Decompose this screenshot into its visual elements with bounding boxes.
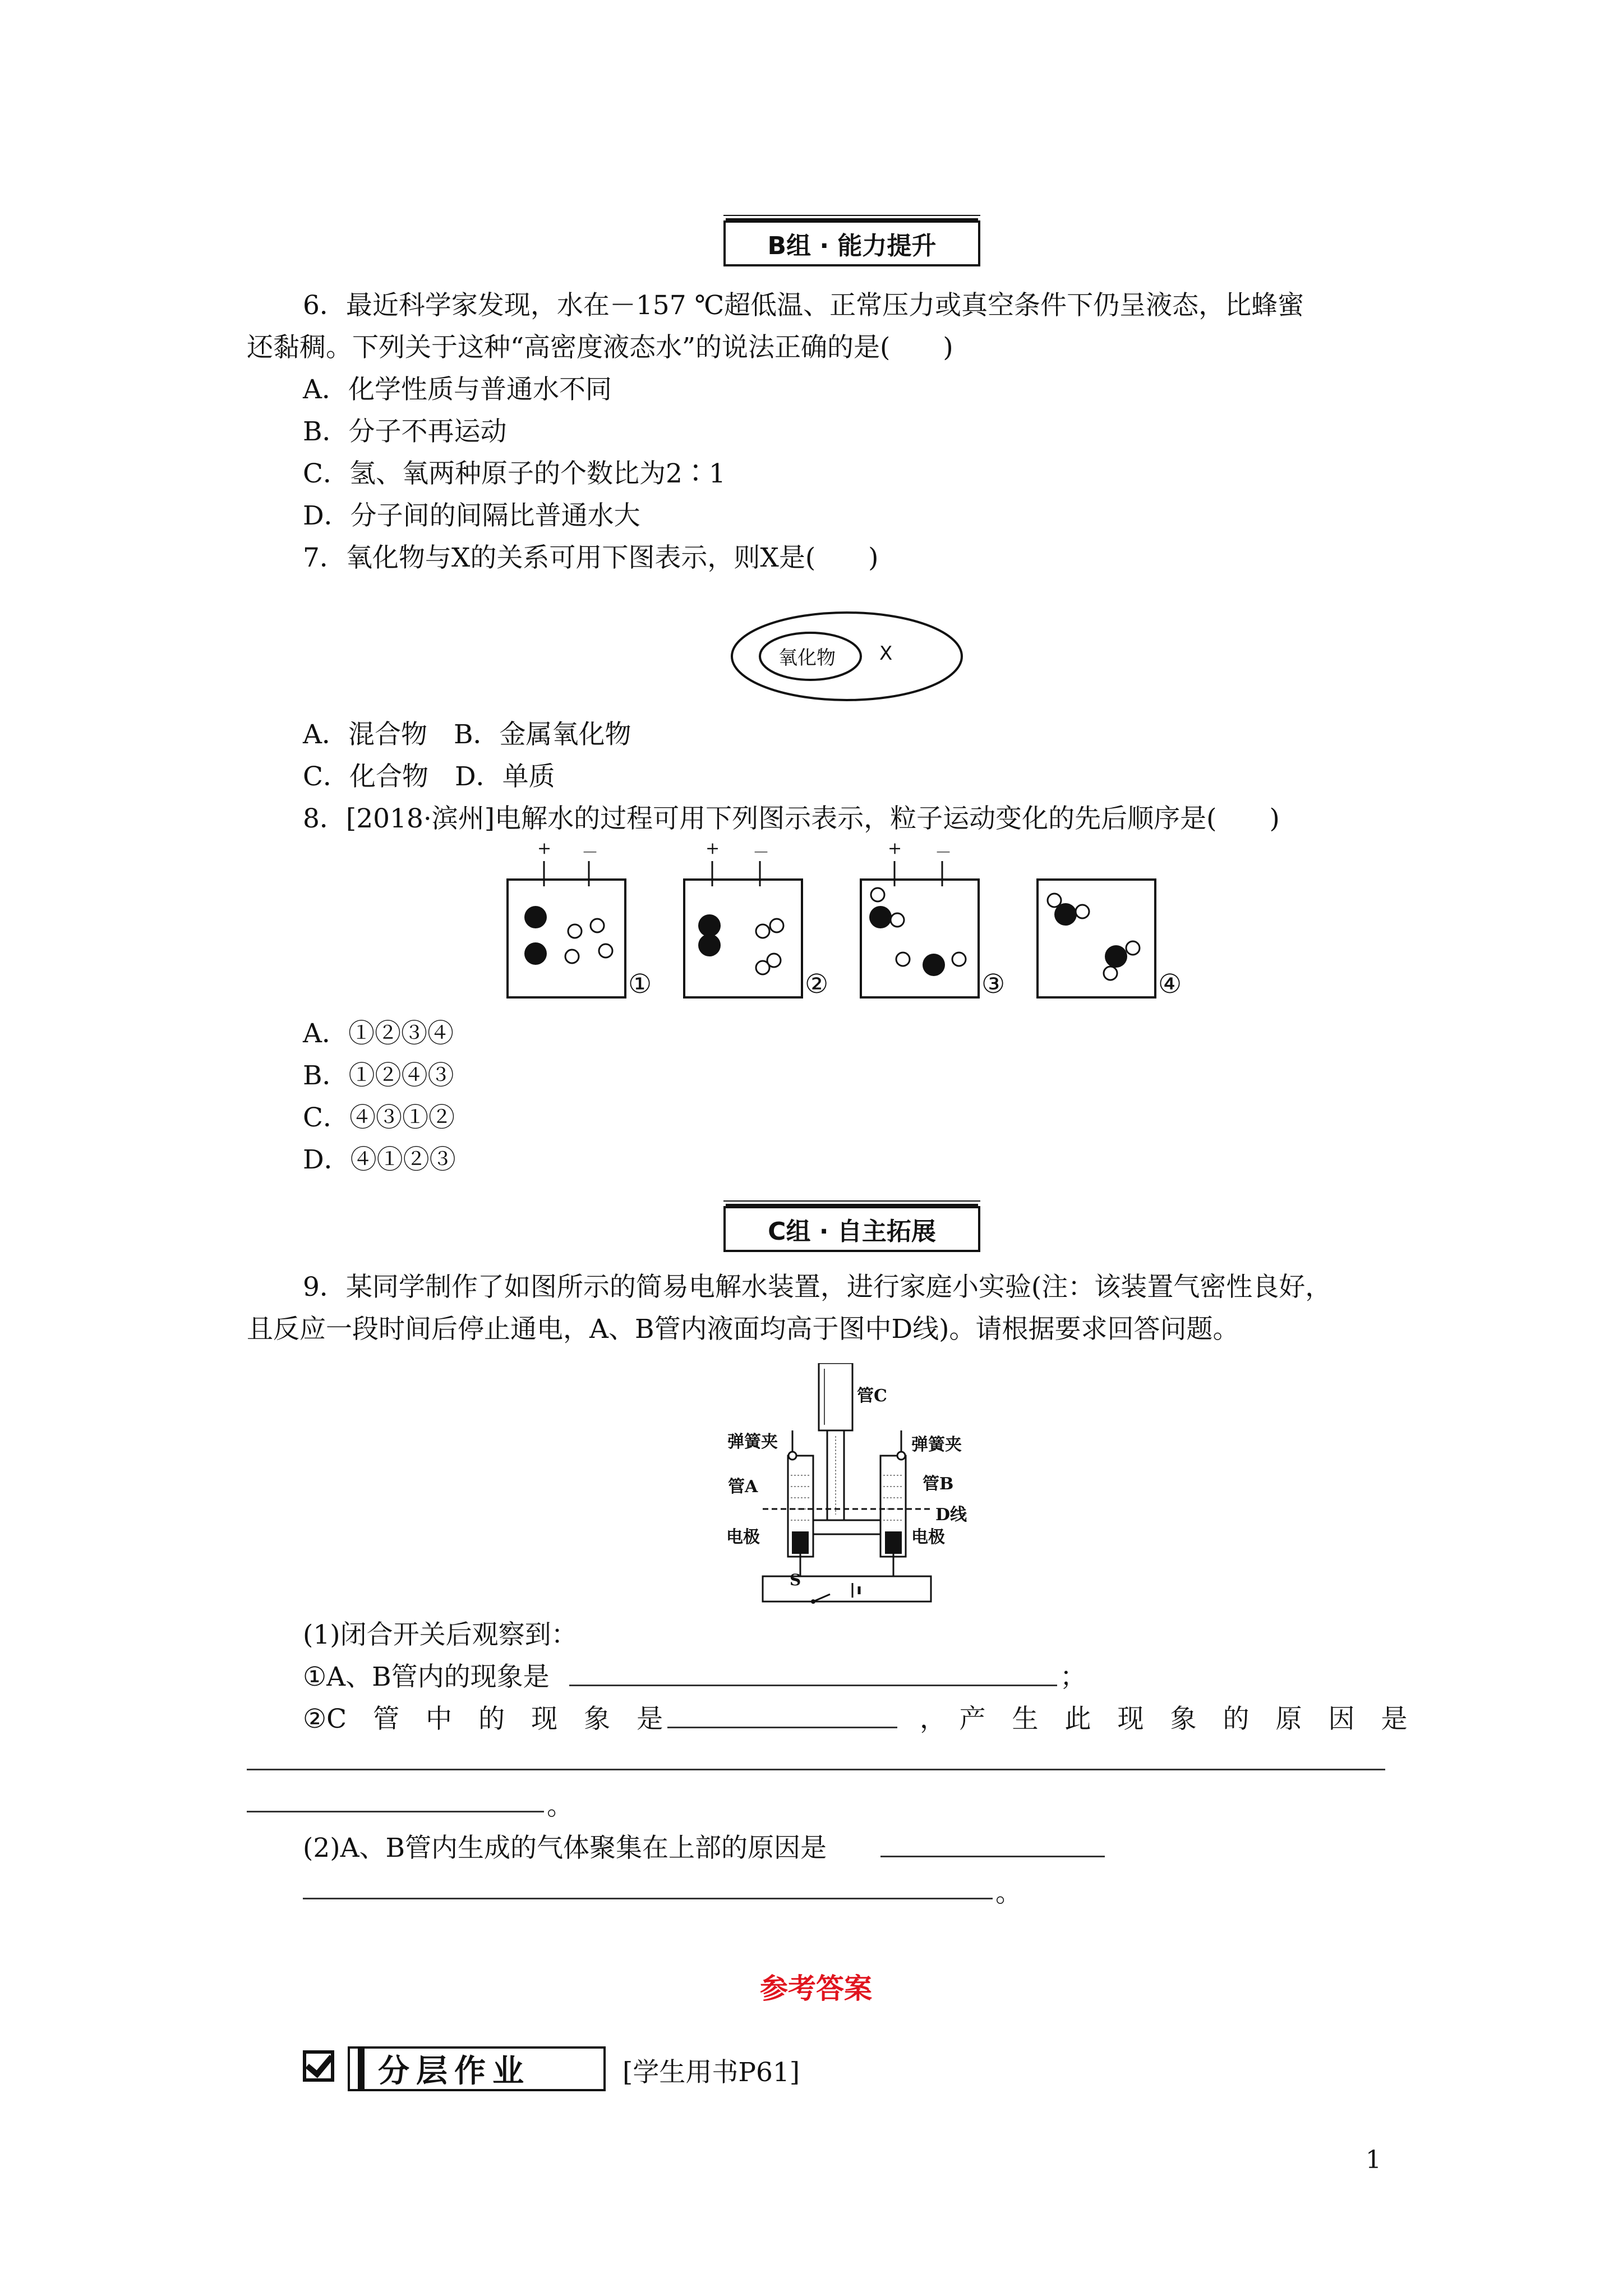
q9-part1b-end: 。 bbox=[547, 1791, 573, 1821]
section-b-title: B组 · 能力提升 bbox=[767, 232, 937, 260]
q9-part1a-end: ； bbox=[1060, 1662, 1086, 1692]
q6-line2: 还黏稠。下列关于这种“高密度液态水”的说法正确的是( ) bbox=[247, 332, 953, 363]
section-c-header bbox=[723, 1206, 980, 1252]
q9-label-electrode-right: 电极 bbox=[911, 1527, 945, 1547]
q9-label-clip-right: 弹簧夹 bbox=[911, 1435, 962, 1455]
q9-label-switch: S bbox=[790, 1571, 801, 1589]
q6-option-d: D．分子间的间隔比普通水大 bbox=[303, 500, 640, 531]
q6-line1: 6．最近科学家发现，水在－157 ℃超低温、正常压力或真空条件下仍呈液态，比蜂蜜 bbox=[303, 290, 1304, 321]
q8-panel-4 bbox=[1035, 841, 1158, 1001]
q9-label-clip-left: 弹簧夹 bbox=[727, 1432, 778, 1452]
q9-part2-blank2[interactable] bbox=[303, 1896, 993, 1899]
q9-label-tube-a: 管A bbox=[728, 1477, 758, 1497]
q7-stem: 7．氧化物与X的关系可用下图表示，则X是( ) bbox=[303, 542, 879, 573]
q9-part1b-blank1[interactable] bbox=[667, 1725, 897, 1728]
q6-option-b: B．分子不再运动 bbox=[303, 416, 507, 447]
q8-panel-3 bbox=[858, 841, 981, 1001]
q9-label-tube-b: 管B bbox=[923, 1474, 954, 1494]
q8-panel-1 bbox=[505, 841, 628, 1001]
q7-outer-ellipse bbox=[732, 613, 962, 700]
q8-panel-1-label: ① bbox=[628, 969, 652, 1000]
q8-stem: 8．[2018·滨州]电解水的过程可用下列图示表示，粒子运动变化的先后顺序是( ) bbox=[303, 803, 1280, 834]
q7-inner-label: 氧化物 bbox=[778, 647, 836, 669]
page-number: 1 bbox=[1366, 2146, 1381, 2174]
homework-label-bar bbox=[358, 2046, 365, 2091]
answer-reference: [学生用书P61] bbox=[623, 2057, 800, 2088]
q9-part2: (2)A、B管内生成的气体聚集在上部的原因是 bbox=[303, 1833, 827, 1864]
q7-options-line1: A．混合物 B．金属氧化物 bbox=[303, 719, 631, 750]
answer-title: 参考答案 bbox=[760, 1972, 872, 2005]
q6-option-c: C．氢、氧两种原子的个数比为2∶1 bbox=[303, 458, 726, 489]
q8-panel-2 bbox=[681, 841, 805, 1001]
q9-part1b-blank3[interactable] bbox=[247, 1809, 544, 1812]
q8-panel-3-label: ③ bbox=[981, 969, 1006, 1000]
q6-option-a: A．化学性质与普通水不同 bbox=[303, 374, 612, 405]
q9-part2-end: 。 bbox=[995, 1878, 1022, 1908]
q9-part1b-start: ②C 管 中 的 现 象 是 bbox=[303, 1704, 663, 1734]
q8-panel-3-plus: + bbox=[888, 839, 902, 858]
q8-option-d: D．④①②③ bbox=[303, 1144, 456, 1175]
checkbox-icon bbox=[303, 2050, 334, 2082]
section-c-title: C组 · 自主拓展 bbox=[768, 1217, 936, 1246]
q9-part1b-mid: ， 产 生 此 现 象 的 原 因 是 bbox=[920, 1704, 1408, 1734]
q9-label-tube-c: 管C bbox=[857, 1386, 887, 1406]
q9-label-electrode-left: 电极 bbox=[726, 1527, 760, 1547]
q9-part1: (1)闭合开关后观察到： bbox=[303, 1619, 578, 1650]
q8-option-a: A．①②③④ bbox=[303, 1018, 454, 1049]
q8-panel-3-minus: － bbox=[935, 843, 952, 863]
q8-panel-2-label: ② bbox=[805, 969, 829, 1000]
homework-label: 分层作业 bbox=[378, 2053, 531, 2090]
q9-part1a: ①A、B管内的现象是 bbox=[303, 1662, 550, 1692]
section-b-header bbox=[723, 220, 980, 266]
q9-line1: 9．某同学制作了如图所示的简易电解水装置，进行家庭小实验(注：该装置气密性良好， bbox=[303, 1272, 1332, 1303]
q8-panel-4-label: ④ bbox=[1158, 969, 1182, 1000]
q7-options-line2: C．化合物 D．单质 bbox=[303, 761, 555, 792]
homework-label-box bbox=[348, 2046, 606, 2091]
q7-venn-diagram bbox=[729, 609, 965, 704]
q7-outer-label: X bbox=[879, 642, 893, 665]
q8-panel-2-minus: － bbox=[753, 843, 769, 863]
q9-part1a-blank[interactable] bbox=[569, 1683, 1057, 1686]
q9-part1b-blank2[interactable] bbox=[247, 1767, 1385, 1770]
q8-panel-1-minus: － bbox=[582, 843, 598, 863]
q9-line2: 且反应一段时间后停止通电，A、B管内液面均高于图中D线)。请根据要求回答问题。 bbox=[247, 1314, 1239, 1345]
q8-panel-1-plus: + bbox=[537, 839, 552, 858]
q8-option-c: C．④③①② bbox=[303, 1102, 455, 1133]
q9-label-d-line: D线 bbox=[935, 1505, 967, 1525]
q9-part2-blank1[interactable] bbox=[880, 1854, 1105, 1857]
q8-option-b: B．①②④③ bbox=[303, 1060, 454, 1091]
q8-panel-2-plus: + bbox=[706, 839, 720, 858]
